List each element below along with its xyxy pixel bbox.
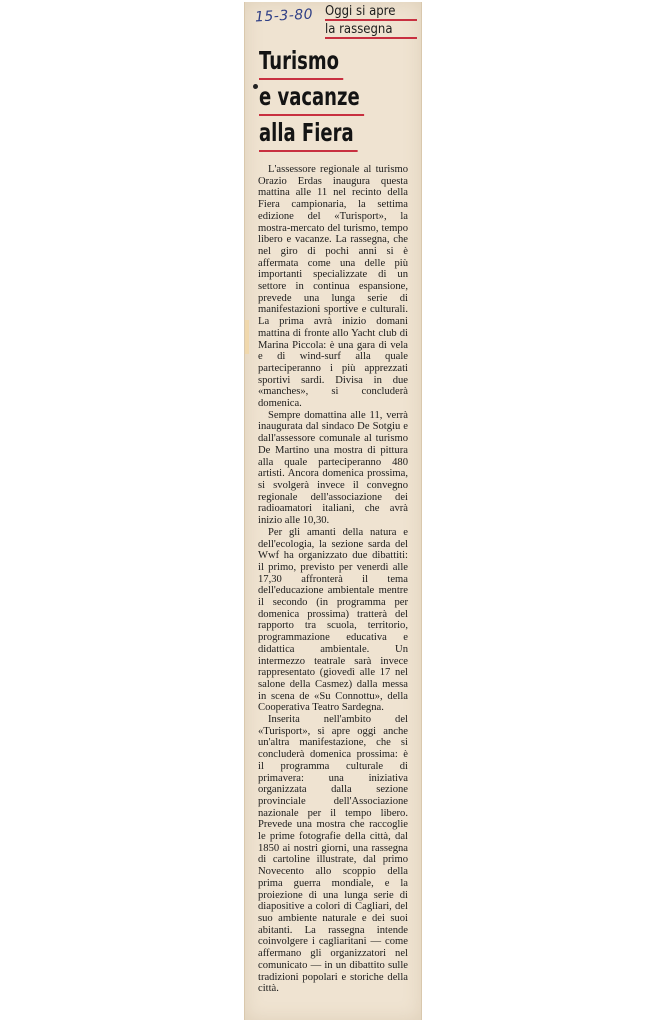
paragraph-2: Sempre domattina alle 11, verrà inaugurata dal sindaco De Sotgiu e dall'assessore comunale al turismo De Martino una mostra di pittura alla quale parteciperanno 480 artisti. Ancora domenica prossima, si svolgerà invece il convegno regionale dell'associazione dei radioamatori italiani, che avrà inizio alle 10,30.	[258, 409, 408, 527]
article-body	[258, 164, 408, 995]
kicker	[325, 4, 417, 39]
headline	[259, 44, 403, 152]
handwritten-date: 15-3-80	[254, 6, 314, 26]
ink-dot	[253, 84, 258, 89]
paragraph-1: L'assessore regionale al turismo Orazio Erdas inaugura questa mattina alle 11 nel recinto della Fiera campionaria, la settima edizione del «Turisport», la mostra-mercato del turismo, tempo libero e vacanze. La rassegna, che nel giro di pochi anni si è affermata come una delle più importanti specializzate di un settore in continua espansione, prevede una lunga serie di manifestazioni sportive e culturali. La prima avrà inizio domani mattina di fronte allo Yacht club di Marina Piccola: è una gara di vela e di wind-surf alla quale parteciperanno i più apprezzati sportivi sardi. Divisa in due «manches», si concluderà domenica.	[258, 164, 408, 410]
paragraph-4: Inserita nell'ambito del «Turisport», si apre oggi anche un'altra manifestazione, che si concluderà domenica prossima: è il programma culturale di primavera: una iniziativa organizzata dalla sezione provinciale dell'Associazione nazionale per il tempo libero. Prevede una mostra che raccoglie le prime fotografie della città, dal 1850 ai nostri giorni, una rassegna di cartoline illustrate, dal primo Novecento allo scoppio della prima guerra mondiale, e la proiezione di una lunga serie di diapositive a colori di Cagliari, del suo ambiente naturale e dei suoi abitanti. La rassegna intende coinvolgere i cagliaritani — come affermano gli organizzatori nel comunicato — in un dibattito sulle tradizioni popolari e storiche della città.	[258, 714, 408, 995]
headline-line-2: e vacanze	[259, 80, 364, 116]
kicker-line-1: Oggi si apre	[325, 4, 417, 21]
headline-line-1: Turismo	[259, 44, 343, 80]
paragraph-3: Per gli amanti della natura e dell'ecologia, la sezione sarda del Wwf ha organizzato due dibattiti: il primo, previsto per venerdì alle 17,30 affronterà il tema dell'educazione ambientale mentre il secondo (in programma per domenica prossima) tratterà del rapporto tra scuola, territorio, programmazione educativa e didattica ambientale. Un intermezzo teatrale sarà invece rappresentato (giovedì alle 17 nel salone della Casmez) dalla messa in scena de «Su Connottu», della Cooperativa Teatro Sardegna.	[258, 526, 408, 714]
headline-line-3: alla Fiera	[259, 116, 358, 152]
tape-mark	[245, 320, 249, 354]
kicker-line-2: la rassegna	[325, 22, 417, 39]
newspaper-clipping	[244, 2, 422, 1020]
